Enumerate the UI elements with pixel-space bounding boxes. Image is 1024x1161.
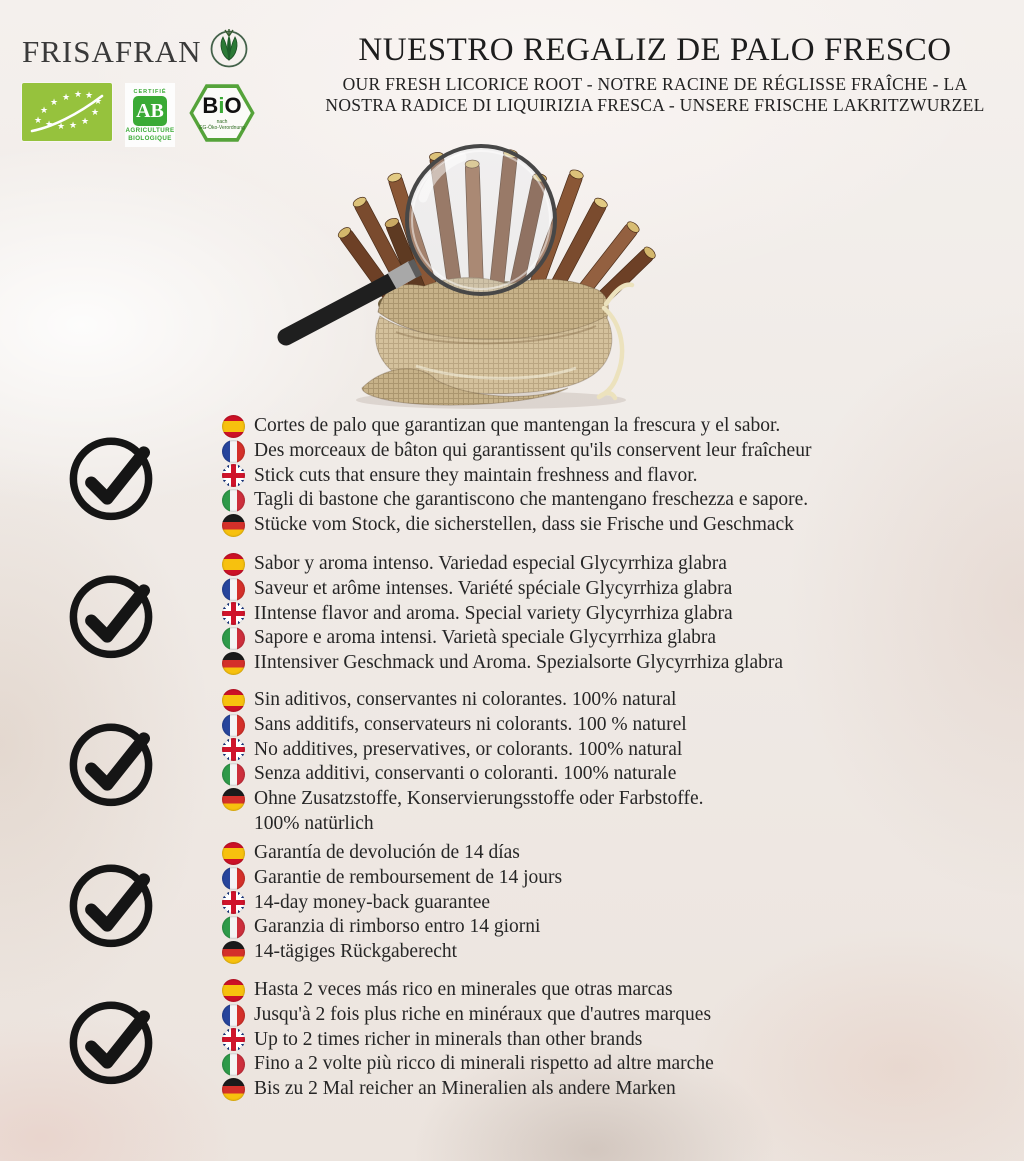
flag-germany-icon [222,514,245,537]
flag-france-icon [222,578,245,601]
svg-text:★: ★ [56,122,66,132]
benefit-line: Cortes de palo que garantizan que mantengan la frescura y el sabor. [222,414,811,439]
flag-germany-icon [222,788,245,811]
flag-spain-icon [222,553,245,576]
flag-spain-icon [222,689,245,712]
svg-text:★: ★ [61,93,71,103]
benefit-line: Sans additifs, conservateurs ni colorants. 100 % naturel [222,713,703,738]
benefit-line: Saveur et arôme intenses. Variété spéciale Glycyrrhiza glabra [222,577,783,602]
check-icon [64,567,158,661]
svg-text:★: ★ [90,108,100,118]
flag-france-icon [222,440,245,463]
svg-text:★: ★ [73,90,83,100]
svg-text:★: ★ [68,121,78,131]
flag-italy-icon [222,916,245,939]
svg-text:★: ★ [93,97,103,107]
benefit-line: Hasta 2 veces más rico en minerales que otras marcas [222,978,714,1003]
ab-certifie-label: CERTIFIÉ [133,88,167,95]
brand-name: FRISAFRAN [22,33,202,69]
svg-text:★: ★ [49,98,59,108]
bio-word: BiO [202,92,242,118]
benefit-section-freshness [0,414,1015,537]
flag-spain-icon [222,979,245,1002]
brand [22,28,250,75]
benefit-section-flavor [0,552,1015,675]
flag-france-icon [222,1004,245,1027]
flag-germany-icon [222,1078,245,1101]
check-icon [64,856,158,950]
benefit-line: 14-tägiges Rückgaberecht [222,940,562,965]
benefit-line: Des morceaux de bâton qui garantissent qu'ils conservent leur fraîcheur [222,439,811,464]
bio-hexagon-logo [188,83,256,143]
benefit-line: Garanzia di rimborso entro 14 giorni [222,915,562,940]
benefit-line: IIntense flavor and aroma. Special variety Glycyrrhiza glabra [222,601,783,626]
benefit-section-minerals [0,978,1015,1101]
hero-image-licorice-bag [266,136,674,412]
flag-italy-icon [222,489,245,512]
magnifier-lens [407,146,555,294]
benefit-line: Senza additivi, conservanti o coloranti. 100% naturale [222,762,703,787]
flag-uk-icon [222,891,245,914]
flag-uk-icon [222,1028,245,1051]
subtitle-line-2: NOSTRA RADICE DI LIQUIRIZIA FRESCA - UNSERE FRISCHE LAKRITZWURZEL [325,95,985,115]
svg-text:★: ★ [84,91,94,101]
ab-letters: AB [133,96,167,126]
flag-uk-icon [222,602,245,625]
flag-france-icon [222,867,245,890]
benefit-line: Fino a 2 volte più ricco di minerali rispetto ad altre marche [222,1052,714,1077]
benefit-section-guarantee [0,841,1015,964]
benefit-line: Sin aditivos, conservantes ni colorantes. 100% natural [222,688,703,713]
benefit-line: No additives, preservatives, or colorants. 100% natural [222,737,703,762]
flag-italy-icon [222,1053,245,1076]
flag-germany-icon [222,652,245,675]
saffron-flower-icon [208,28,250,75]
ab-agriculture-biologique-logo [125,83,175,147]
subtitle-line-1: OUR FRESH LICORICE ROOT - NOTRE RACINE DE RÉGLISSE FRAÎCHE - LA [342,74,968,94]
header-titles [305,32,1005,116]
benefit-line: IIntensiver Geschmack und Aroma. Spezialsorte Glycyrrhiza glabra [222,651,783,676]
benefit-line-continuation: 100% natürlich [254,812,374,834]
benefit-line: 14-day money-back guarantee [222,890,562,915]
benefit-line: Sabor y aroma intenso. Variedad especial Glycyrrhiza glabra [222,552,783,577]
svg-text:★: ★ [44,120,54,130]
benefit-line: Tagli di bastone che garantiscono che mantengano freschezza e sapore. [222,488,811,513]
flag-italy-icon [222,627,245,650]
benefit-line: Garantía de devolución de 14 días [222,841,562,866]
benefit-line: Sapore e aroma intensi. Varietà speciale Glycyrrhiza glabra [222,626,783,651]
page-title: NUESTRO REGALIZ DE PALO FRESCO [358,32,952,68]
benefit-line: Jusqu'à 2 fois plus riche en minéraux que d'autres marques [222,1003,714,1028]
svg-text:★: ★ [33,116,43,126]
burlap-bag-group [362,277,632,405]
flag-spain-icon [222,842,245,865]
bio-note: nach EG-Öko-Verordnung [199,118,245,131]
svg-text:★: ★ [80,117,90,127]
benefit-section-natural [0,688,1015,836]
check-icon [64,715,158,809]
eu-organic-leaf-logo [22,83,112,141]
benefit-line: Ohne Zusatzstoffe, Konservierungsstoffe oder Farbstoffe. [222,787,703,812]
flag-germany-icon [222,941,245,964]
magnifier-ferrule [392,269,413,281]
benefit-line: Bis zu 2 Mal reicher an Mineralien als andere Marken [222,1077,714,1102]
certification-logos [22,83,256,147]
check-icon [64,429,158,523]
flag-italy-icon [222,763,245,786]
benefit-line: Up to 2 times richer in minerals than other brands [222,1027,714,1052]
benefit-line: Garantie de remboursement de 14 jours [222,866,562,891]
svg-text:★: ★ [39,106,49,116]
ab-biologique-label: BIOLOGIQUE [128,134,172,142]
flag-uk-icon [222,464,245,487]
page-subtitle [305,74,1005,116]
benefit-line: Stücke vom Stock, die sicherstellen, dass sie Frische und Geschmack [222,513,811,538]
flag-uk-icon [222,738,245,761]
flag-spain-icon [222,415,245,438]
ab-agriculture-label: AGRICULTURE [125,126,175,134]
check-icon [64,993,158,1087]
benefit-line: Stick cuts that ensure they maintain freshness and flavor. [222,463,811,488]
flag-france-icon [222,714,245,737]
